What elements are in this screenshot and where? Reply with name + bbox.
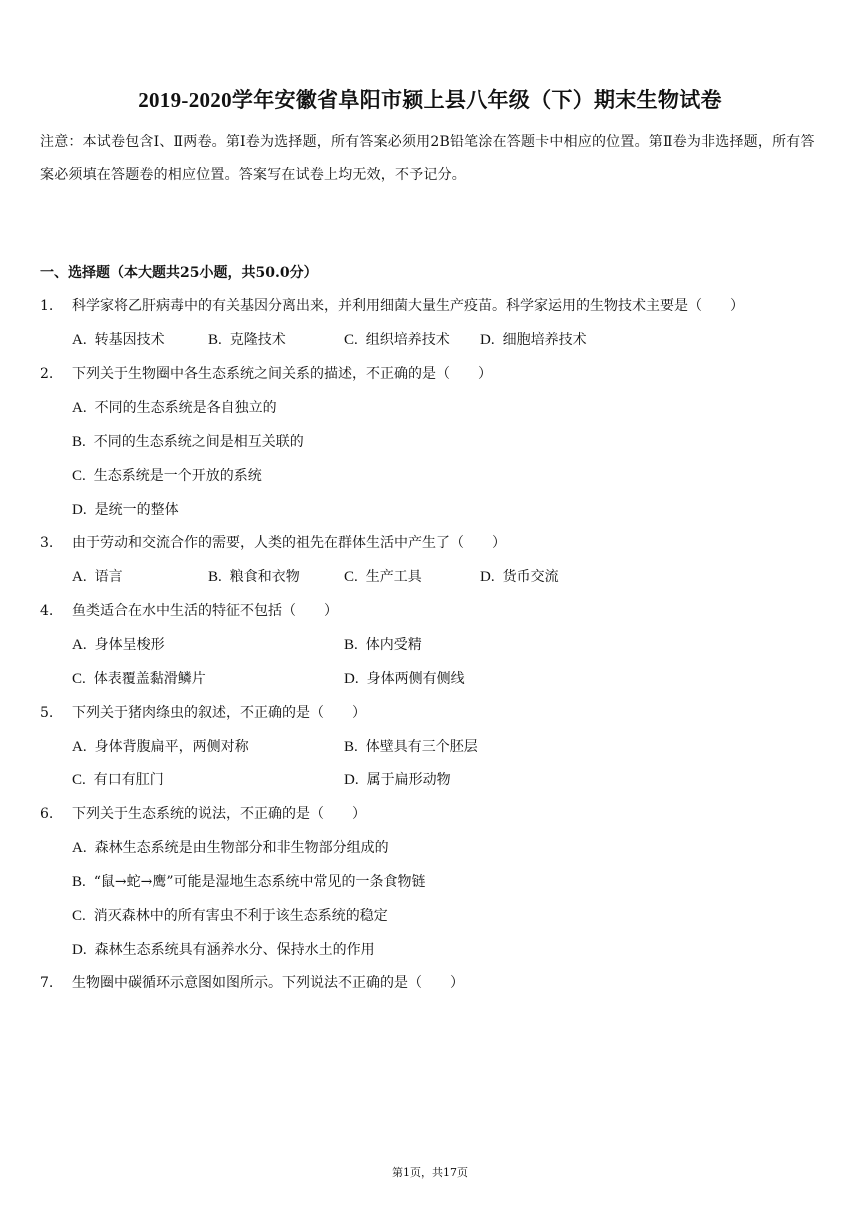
option-c: C. 体表覆盖黏滑鳞片 xyxy=(72,671,206,687)
question-text: 由于劳动和交流合作的需要，人类的祖先在群体生活中产生了（ ） xyxy=(72,535,506,551)
option-d: D. 货币交流 xyxy=(480,569,559,585)
question-6 xyxy=(40,804,366,824)
option-b: B. 体壁具有三个胚层 xyxy=(344,739,478,755)
option-c: C. 组织培养技术 xyxy=(344,332,450,348)
question-1 xyxy=(40,296,744,316)
question-text: 生物圈中碳循环示意图如图所示。下列说法不正确的是（ ） xyxy=(72,975,464,991)
option-a: A. 身体呈梭形 xyxy=(72,637,165,653)
option-a: A. 语言 xyxy=(72,569,123,585)
option-c: C. 消灭森林中的所有害虫不利于该生态系统的稳定 xyxy=(72,908,388,924)
question-text: 鱼类适合在水中生活的特征不包括（ ） xyxy=(72,603,338,619)
question-4 xyxy=(40,601,338,621)
option-d: D. 细胞培养技术 xyxy=(480,332,587,348)
question-text: 科学家将乙肝病毒中的有关基因分离出来，并利用细菌大量生产疫苗。科学家运用的生物技术主要是（ ） xyxy=(72,298,744,314)
question-5 xyxy=(40,703,366,723)
question-number: 6. xyxy=(40,806,54,822)
option-a: A. 森林生态系统是由生物部分和非生物部分组成的 xyxy=(72,840,389,856)
question-number: 1. xyxy=(40,298,54,314)
option-a: A. 不同的生态系统是各自独立的 xyxy=(72,400,277,416)
option-b: B. “鼠→蛇→鹰”可能是湿地生态系统中常见的一条食物链 xyxy=(72,874,426,890)
exam-notice: 注意：本试卷包含Ⅰ、Ⅱ两卷。第Ⅰ卷为选择题，所有答案必须用2B铅笔涂在答题卡中相应的位置。第Ⅱ卷为非选择题，所有答案必须填在答题卷的相应位置。答案写在试卷上均无效，不予记分。 xyxy=(40,134,815,183)
option-a: A. 身体背腹扁平，两侧对称 xyxy=(72,739,249,755)
question-text: 下列关于猪肉绦虫的叙述，不正确的是（ ） xyxy=(72,705,366,721)
question-number: 5. xyxy=(40,705,54,721)
option-d: D. 是统一的整体 xyxy=(72,502,179,518)
question-7 xyxy=(40,973,464,993)
question-2 xyxy=(40,364,492,384)
option-b: B. 克隆技术 xyxy=(208,332,286,348)
option-c: C. 有口有肛门 xyxy=(72,772,164,788)
page-footer: 第1页，共17页 xyxy=(392,1166,468,1179)
question-number: 4. xyxy=(40,603,54,619)
option-a: A. 转基因技术 xyxy=(72,332,165,348)
question-number: 2. xyxy=(40,366,54,382)
option-b: B. 不同的生态系统之间是相互关联的 xyxy=(72,434,304,450)
option-c: C. 生态系统是一个开放的系统 xyxy=(72,468,262,484)
question-text: 下列关于生态系统的说法，不正确的是（ ） xyxy=(72,806,366,822)
option-d: D. 属于扁形动物 xyxy=(344,772,451,788)
option-b: B. 体内受精 xyxy=(344,637,422,653)
question-number: 7. xyxy=(40,975,54,991)
question-number: 3. xyxy=(40,535,54,551)
question-text: 下列关于生物圈中各生态系统之间关系的描述，不正确的是（ ） xyxy=(72,366,492,382)
section-heading: 一、选择题（本大题共25小题，共50.0分） xyxy=(40,265,318,281)
option-c: C. 生产工具 xyxy=(344,569,422,585)
question-3 xyxy=(40,533,506,553)
exam-title: 2019-2020学年安徽省阜阳市颍上县八年级（下）期末生物试卷 xyxy=(138,88,722,112)
option-d: D. 森林生态系统具有涵养水分、保持水土的作用 xyxy=(72,942,375,958)
option-b: B. 粮食和衣物 xyxy=(208,569,300,585)
option-d: D. 身体两侧有侧线 xyxy=(344,671,465,687)
